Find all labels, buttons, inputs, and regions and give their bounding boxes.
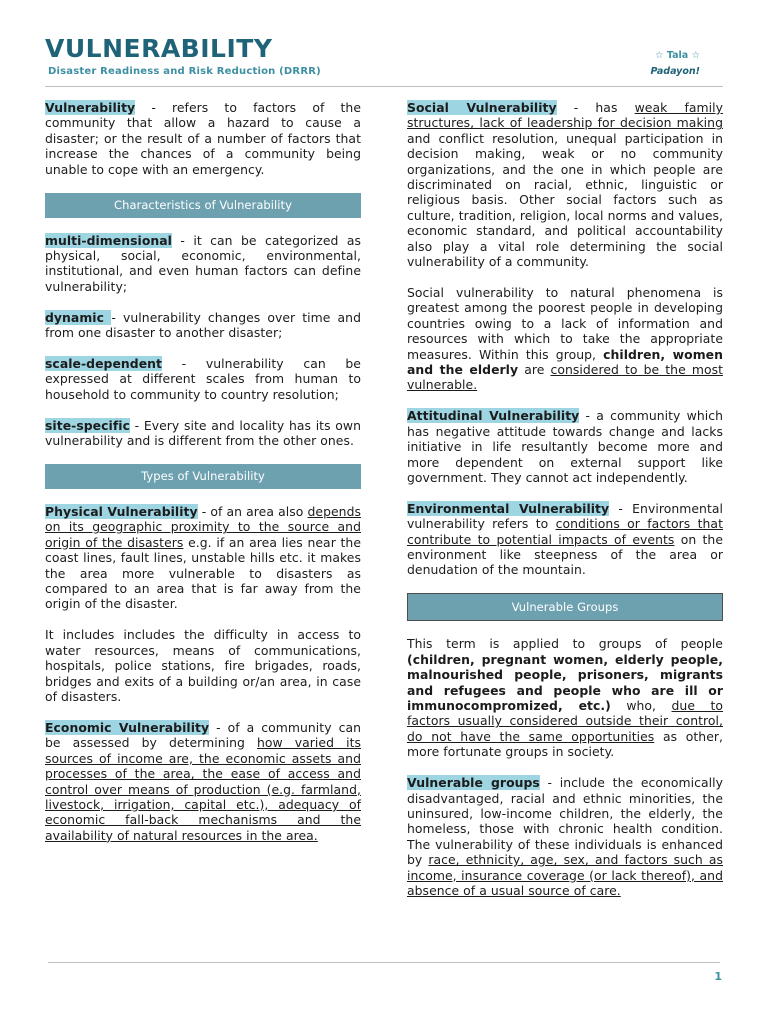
term-attitudinal-vulnerability: Attitudinal Vulnerability — [407, 408, 580, 424]
economic-text-1: - of a community can be assessed by determining — [45, 719, 361, 751]
social-paragraph — [407, 100, 723, 269]
scale-dependent-paragraph — [45, 356, 361, 402]
groups-text-3: as other, more fortunate groups in society. — [407, 728, 723, 760]
social-underlined: weak family structures, lack of leadership for decision making — [407, 100, 723, 131]
environmental-text-2: on the environment like steepness of the area or denudation of the mountain. — [407, 531, 723, 578]
left-column — [45, 100, 361, 859]
footer-divider — [48, 962, 720, 963]
social-text-2: and conflict resolution, unequal participation in decision making, weak or no community organizations, and the one in which people are discriminated on racial, ethnic, linguistic or religious basis. Other social factors such as culture, tradition, religion, local norms and values, economic standard, and political accountability also play a vital role determining the social vulnerability of a community. — [407, 130, 723, 270]
dynamic-paragraph — [45, 310, 361, 341]
groups-text-2: who, — [610, 698, 672, 713]
physical-paragraph — [45, 504, 361, 612]
vulnerable-groups-underlined: race, ethnicity, age, sex, and factors such as income, insurance coverage (or lack thereof), and absence of a usual source of care. — [407, 852, 723, 898]
groups-underlined: due to factors usually considered outside their control, do not have the same opportunities — [407, 698, 724, 744]
term-economic-vulnerability: Economic Vulnerability — [45, 719, 210, 735]
economic-paragraph — [45, 720, 361, 843]
term-physical-vulnerability: Physical Vulnerability — [45, 504, 198, 519]
social-text-1: - has — [556, 100, 635, 115]
vulnerable-groups-paragraph — [407, 775, 723, 898]
economic-underlined: how varied its sources of income are, the economic assets and processes of the area, the ease of access and control over means of production (e.g. farmland, livestock, irrigation, capital etc.), adequacy of economic fall-back mechanisms and the availability of natural resources in the area. — [45, 735, 361, 843]
social-p2-text-1: Social vulnerability to natural phenomena is greatest among the poorest people in developing countries owing to a lack of information and resources with which to take the appropriate measures. Within this group, — [407, 284, 723, 362]
author-label: ☆ Tala ☆ — [655, 50, 700, 61]
environmental-underlined: conditions or factors that contribute to potential impacts of events — [407, 516, 723, 547]
page-subtitle: Disaster Readiness and Risk Reduction (DRRR) — [48, 66, 321, 77]
multi-dimensional-paragraph — [45, 233, 361, 295]
term-social-vulnerability: Social Vulnerability — [407, 100, 557, 115]
term-environmental-vulnerability: Environmental Vulnerability — [407, 500, 610, 516]
social-p2-bold: children, women and the elderly — [407, 346, 723, 377]
characteristics-heading: Characteristics of Vulnerability — [45, 193, 361, 218]
intro-text: - refers to factors of the community that allow a hazard to cause a disaster; or the result of a number of factors that increase the chances of a community being unable to cope with an emergency. — [45, 100, 361, 177]
physical-text-2: e.g. if an area lies near the coast lines, fault lines, unstable hills etc. it makes the area more vulnerable to disasters as compared to an area that is far away from the origin of the disaster. — [45, 534, 361, 612]
environmental-text-1: - Environmental vulnerability refers to — [407, 500, 723, 532]
social-p2-text-2: are — [518, 362, 551, 377]
term-site-specific: site-specific — [45, 417, 130, 433]
physical-paragraph-2: It includes includes the difficulty in access to water resources, means of communications, hospitals, police stations, fire brigades, roads, bridges and exits of a building or/an area, in case of disasters. — [45, 627, 361, 704]
social-p2-underlined: considered to be the most vulnerable. — [407, 362, 723, 393]
groups-text-1: This term is applied to groups of people — [407, 636, 723, 652]
term-dynamic: dynamic — [45, 309, 112, 325]
term-scale-dependent: scale-dependent — [45, 355, 163, 371]
vulnerable-groups-heading: Vulnerable Groups — [407, 593, 723, 621]
multi-dimensional-text: - it can be categorized as physical, social, economic, environmental, institutional, and even human factors can define vulnerability; — [45, 232, 361, 294]
term-multi-dimensional: multi-dimensional — [45, 232, 172, 248]
groups-bold: (children, pregnant women, elderly people, malnourished people, prisoners, migrants and refugees and people who are ill or immunocompromized, etc.) — [407, 651, 723, 713]
physical-text-1: - of an area also — [197, 504, 308, 519]
scale-dependent-text: - vulnerability can be expressed at different scales from human to household to community to country resolution; — [45, 355, 361, 402]
social-paragraph-2 — [407, 285, 723, 393]
vulnerable-groups-text-1: - include the economically disadvantaged, racial and ethnic minorities, the uninsured, low-income children, the elderly, the homeless, those with chronic health condition. The vulnerability of these individuals is enhanced by — [407, 775, 724, 868]
dynamic-text: - vulnerability changes over time and from one disaster to another disaster; — [45, 309, 361, 341]
attitudinal-paragraph — [407, 408, 723, 485]
site-specific-paragraph — [45, 418, 361, 449]
environmental-paragraph — [407, 501, 723, 578]
page-title: VULNERABILITY — [45, 34, 273, 63]
attitudinal-text: - a community which has negative attitude towards change and lacks initiative in life resultantly become more and more dependent on external support like government. They cannot act independently. — [407, 408, 723, 485]
physical-underlined: depends on its geographic proximity to the source and origin of the disasters — [45, 504, 361, 550]
site-specific-text: - Every site and locality has its own vulnerability and is different from the other ones. — [45, 417, 361, 449]
term-vulnerable-groups: Vulnerable groups — [407, 775, 540, 791]
right-column — [407, 100, 723, 914]
groups-paragraph — [407, 636, 723, 759]
term-vulnerability: Vulnerability — [45, 100, 136, 115]
intro-paragraph — [45, 100, 361, 177]
page-number: 1 — [714, 970, 722, 983]
header-divider — [45, 86, 723, 87]
types-heading: Types of Vulnerability — [45, 464, 361, 489]
motto-label: Padayon! — [650, 66, 700, 77]
